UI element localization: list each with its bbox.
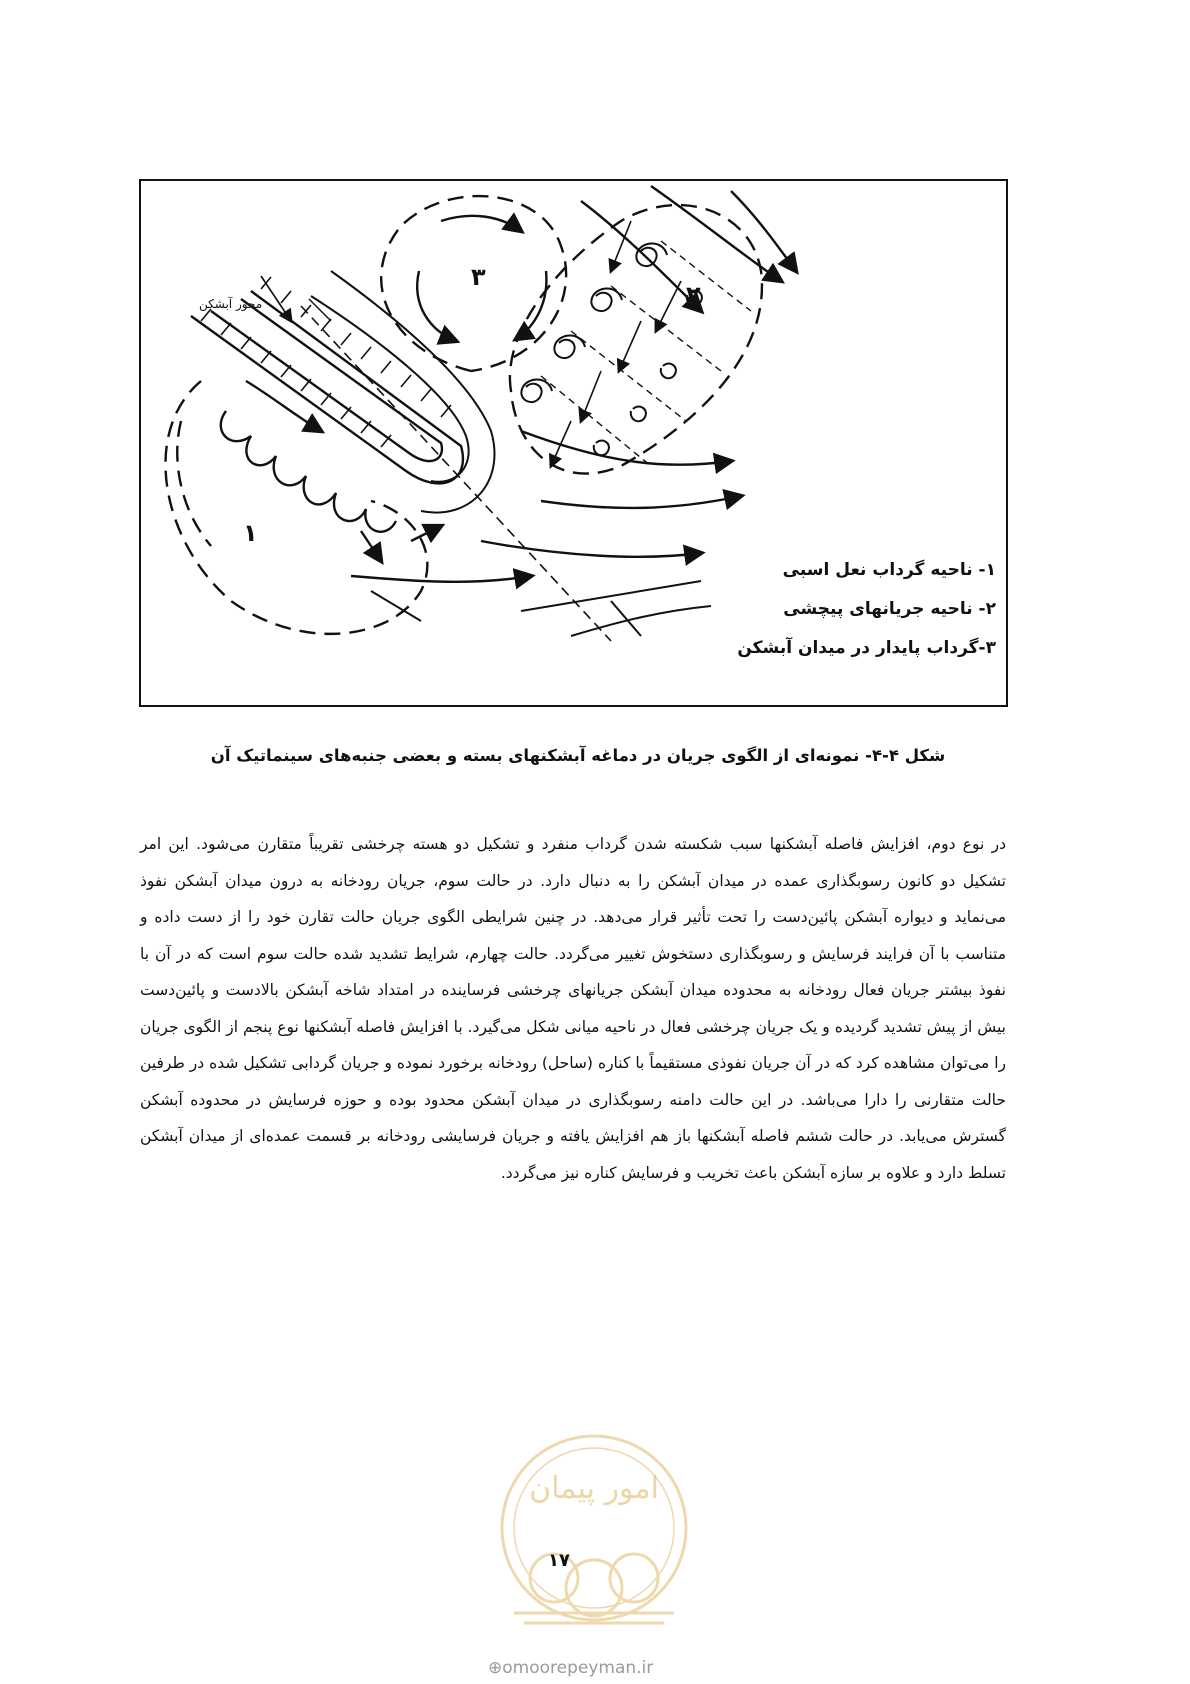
horseshoe-vortex-boundary [165,381,427,634]
watermark-text: امور پیمان [529,1471,659,1506]
zone-1-label: ۱ [243,519,258,547]
flow-pattern-figure [139,179,1008,707]
legend-item-wake: ۲- ناحیه جریانهای پیچشی [783,599,996,619]
spur-dike-axis-label: محور آبشکن [199,297,263,311]
figure-legend [737,551,996,668]
legend-item-horseshoe: ۱- ناحیه گرداب نعل اسبی [782,560,996,580]
paragraph-text: در نوع دوم، افزایش فاصله آبشکنها سبب شکسته شدن گرداب منفرد و تشکیل دو هسته چرخشی تقریباً متقارن می‌شود. این امر تشکیل دو کانون رسوبگذاری عمده در میدان آبشکن را به دنبال دارد. در حالت سوم، جریان رودخانه به درون میدان آبشکن نفوذ می‌نماید و دیواره آبشکن پائین‌دست را تحت تأثیر قرار می‌دهد. در چنین شرایطی الگوی جریان حالت تقارن خود را از دست داده و متناسب با آن فرایند فرسایش و رسوبگذاری دستخوش تغییر می‌گردد. حالت چهارم، شرایط تشدید شده حالت سوم است که در آن با نفوذ بیشتر جریان فعال رودخانه به محدوده میدان آبشکن جریانهای چرخشی فرساینده در امتداد شاخه آبشکن بالادست و پائین‌دست بیش از پیش تشدید گردیده و یک جریان چرخشی فعال در ناحیه میانی شکل می‌گیرد. با افزایش فاصله آبشکنها نوع پنجم از الگوی جریان را می‌توان مشاهده کرد که در آن جریان نفوذی مستقیماً با کناره (ساحل) رودخانه برخورد نموده و جریان گردابی تشکیل شده در طرفین حالت متقارنی را دارا می‌باشد. در این حالت دامنه رسوبگذاری در میدان آبشکن محدود بوده و حوزه فرسایش در محدوده آبشکن گسترش می‌یابد. در حالت ششم فاصله آبشکنها باز هم افزایش یافته و جریان فرسایشی رودخانه بر قسمت عمده‌ای از میدان آبشکن تسلط دارد و علاوه بر سازه آبشکن باعث تخریب و فرسایش کناره نیز می‌گردد. [140,835,1006,1182]
watermark-logo [494,1428,694,1638]
spur-dike-outline [191,291,463,483]
figure-caption: شکل ۴-۴- نمونه‌ای از الگوی جریان در دماغه آبشکنهای بسته و بعضی جنبه‌های سینماتیک آن [210,746,946,765]
zone-2-label: ۲ [686,281,701,309]
legend-item-stable-eddy: ۳-گرداب پایدار در میدان آبشکن [737,638,996,658]
zone-3-label: ۳ [471,263,486,291]
site-url [488,1658,653,1678]
body-paragraph [140,826,1006,1191]
page-number: ۱۷ [548,1550,570,1571]
site-url-text: omoorepeyman.ir [502,1658,654,1678]
globe-icon: ⊕ [488,1658,503,1678]
wake-vortices-boundary [510,205,762,474]
